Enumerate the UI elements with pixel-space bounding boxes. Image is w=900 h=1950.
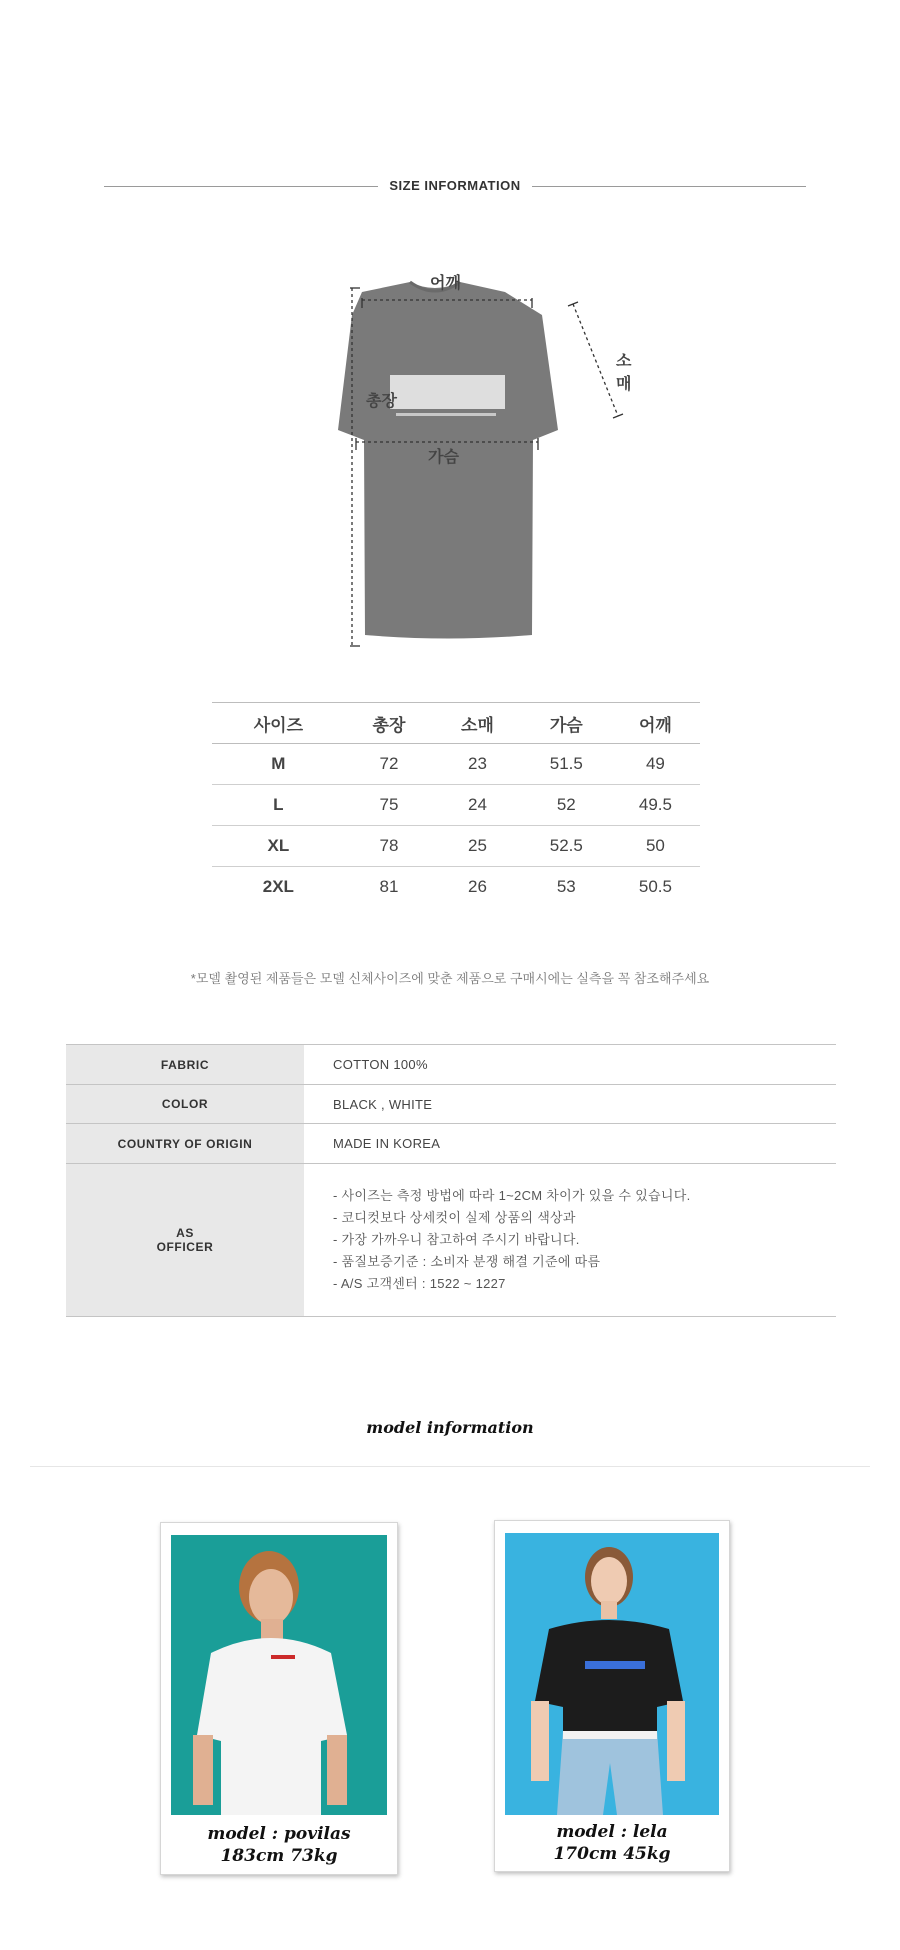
fabric-label: FABRIC (66, 1045, 304, 1085)
shoulder-cell: 50.5 (638, 877, 672, 897)
tshirt-print (390, 375, 505, 409)
table-row (212, 826, 700, 867)
model-stats-povilas: 183cm 73kg (220, 1846, 338, 1866)
header-chest: 가슴 (549, 715, 583, 735)
chest-cell: 52 (556, 795, 576, 814)
table-row (212, 785, 700, 826)
origin-value: MADE IN KOREA (333, 1136, 441, 1151)
chest-cell: 51.5 (549, 754, 583, 773)
model-stats-lela: 170cm 45kg (553, 1844, 671, 1864)
shoulder-cell: 49.5 (638, 795, 672, 814)
sleeve-cell: 23 (468, 754, 487, 773)
table-row (212, 867, 700, 908)
note-line: - 코디컷보다 상세컷이 실제 상품의 색상과 (333, 1210, 576, 1225)
shoulder-cell: 50 (645, 836, 665, 855)
size-cell: L (273, 795, 284, 814)
note-line: - 품질보증기준 : 소비자 분쟁 해결 기준에 따름 (333, 1254, 601, 1269)
size-table (212, 702, 700, 908)
as-label-line-2: OFFICER (156, 1240, 214, 1254)
model-name-lela: model : lela (556, 1822, 668, 1842)
length-cell: 81 (379, 877, 399, 897)
size-cell: XL (267, 836, 290, 855)
fabric-value: COTTON 100% (333, 1057, 428, 1072)
chest-cell: 53 (556, 877, 576, 897)
as-officer-notes (304, 1164, 836, 1317)
chest-label: 가슴 (428, 449, 459, 466)
model-section-divider (30, 1466, 870, 1467)
as-officer-row (66, 1164, 836, 1317)
length-label: 총장 (366, 393, 397, 410)
sleeve-measure-line (573, 304, 618, 416)
measurement-notice: *모델 촬영된 제품들은 모델 신체사이즈에 맞춘 제품으로 구매시에는 실측을 꼭 참조해주세요 (190, 971, 710, 986)
note-line: - 가장 가까우니 참고하여 주시기 바랍니다. (333, 1232, 580, 1247)
sleeve-cell: 26 (468, 877, 487, 897)
size-cell: M (271, 754, 286, 773)
header-sleeve: 소매 (461, 715, 494, 735)
header-size: 사이즈 (253, 715, 303, 735)
note-line: - 사이즈는 측정 방법에 따라 1~2CM 차이가 있을 수 있습니다. (333, 1188, 691, 1203)
size-table-header (212, 703, 700, 744)
sleeve-cell: 25 (468, 836, 487, 855)
as-label-line-1: AS (176, 1226, 194, 1240)
length-cell: 72 (379, 754, 399, 773)
chest-cell: 52.5 (549, 836, 583, 855)
size-diagram (300, 270, 640, 660)
origin-row (66, 1124, 836, 1164)
note-line: - A/S 고객센터 : 1522 ~ 1227 (333, 1276, 506, 1291)
size-information-heading (104, 176, 806, 196)
length-cell: 75 (379, 795, 399, 814)
model-photo-lela (505, 1533, 719, 1815)
as-officer-label (66, 1164, 304, 1317)
header-shoulder: 어깨 (638, 715, 672, 735)
model-name-povilas: model : povilas (207, 1824, 351, 1844)
model-card-povilas (160, 1522, 398, 1875)
color-value: BLACK , WHITE (333, 1096, 433, 1112)
fabric-row (66, 1045, 836, 1085)
tshirt-illustration (300, 270, 640, 660)
shoulder-cell: 49 (645, 754, 665, 773)
model-card-lela (494, 1520, 730, 1872)
sleeve-cell: 24 (468, 795, 487, 814)
sleeve-label: 소매 (616, 353, 632, 393)
model-figure-lela (505, 1533, 719, 1815)
size-cell: 2XL (262, 877, 294, 897)
product-info-table (66, 1044, 836, 1317)
origin-label: COUNTRY OF ORIGIN (66, 1124, 304, 1164)
length-cell: 78 (379, 836, 399, 855)
model-figure-povilas (171, 1535, 387, 1815)
color-label: COLOR (66, 1085, 304, 1124)
shoulder-label: 어깨 (430, 275, 461, 292)
model-information-title: model information (366, 1418, 534, 1437)
section-title: SIZE INFORMATION (389, 178, 521, 193)
header-length: 총장 (372, 715, 406, 735)
model-photo-povilas (171, 1535, 387, 1815)
table-row (212, 744, 700, 785)
heading-rule-left (104, 186, 378, 187)
color-row (66, 1085, 836, 1124)
heading-rule-right (532, 186, 806, 187)
